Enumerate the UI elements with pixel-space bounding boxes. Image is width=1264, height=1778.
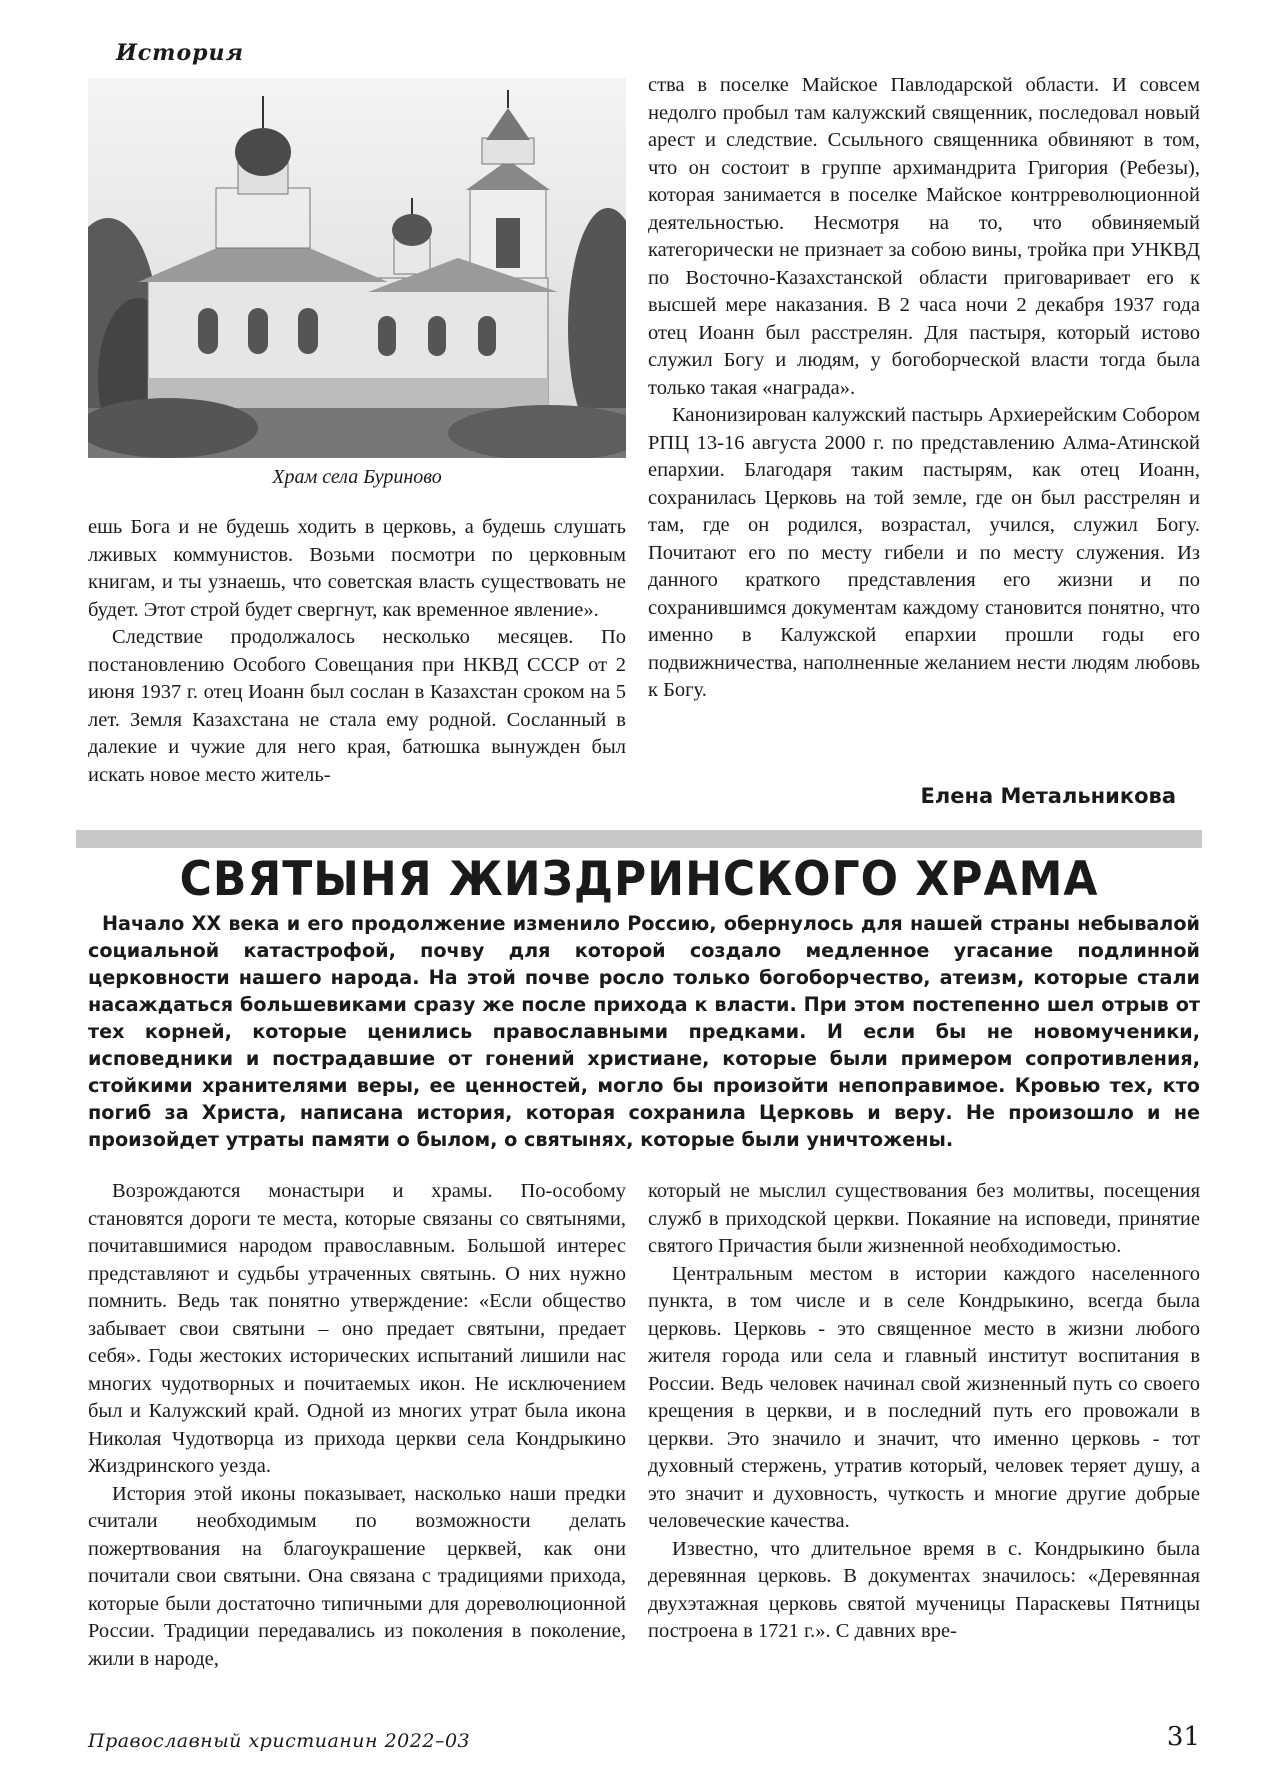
paragraph: История этой иконы показывает, насколько наши предки считали необходимым по возможности делать пожертвования на благоукрашение церквей, как они почитали свои святыни. Она связана с традициями прихода, которые были достаточно типичными для дореволюционной России. Традиции передавались из поколения в поколение, жили в народе, [88, 1482, 626, 1670]
publication-title: Православный христианин 2022–03 [88, 1730, 471, 1752]
paragraph: Канонизирован калужский пастырь Архиерейским Собором РПЦ 13-16 августа 2000 г. по представлению Алма-Атинской епархии. Благодаря таким пастырям, как отец Иоанн, сохранилась Церковь на той земле, где он был расстрелян и там, где он родился, возрастал, учился, служил Богу. Почитают его по месту гибели и по месту служения. Из данного краткого представления его жизни и по сохранившимся документам каждому становится понятно, что именно в Калужской епархии прошли годы его подвижничества, наполненные желанием нести людям любовь к Богу. [648, 404, 1200, 701]
author-name: Елена Метальникова [920, 784, 1176, 808]
article-lead [88, 910, 1200, 1153]
paragraph: Известно, что длительное время в с. Кондрыкино была деревянная церковь. В документах значилось: «Деревянная двухэтажная церковь святой мученицы Параскевы Пятницы построена в 1721 г.». С давних вре- [648, 1537, 1200, 1642]
article-title: СВЯТЫНЯ ЖИЗДРИНСКОГО ХРАМА [179, 851, 1099, 908]
article1-right-column [648, 72, 1200, 705]
photo-caption: Храм села Буриново [272, 466, 442, 488]
paragraph: Следствие продолжалось несколько месяцев. По постановлению Особого Совещания при НКВД СССР от 2 июня 1937 г. отец Иоанн был сослан в Казахстан сроком на 5 лет. Земля Казахстана не стала ему родной. Сосланный в далекие и чужие для него края, батюшка вынужден был искать новое место житель- [88, 626, 626, 786]
paragraph: Центральным местом в истории каждого населенного пункта, в том числе и в селе Кондрыкино, всегда была церковь. Церковь - это священное место в жизни любого жителя города или села и главный институт воспитания в России. Ведь человек начинал свой жизненный путь со своего крещения в церкви, и в последний путь его провожали в церкви. Это значило и значит, что именно церковь - тот духовный стержень, утратив который, человек теряет душу, а это значит и духовность, чуткость и многие другие добрые человеческие качества. [648, 1262, 1200, 1532]
article2-left-column [88, 1178, 626, 1673]
lead-paragraph: Начало XX века и его продолжение изменило Россию, обернулось для нашей страны небывалой социальной катастрофой, почву для которой создало медленное угасание подлинной церковности нашего народа. На этой почве росло только богоборчество, атеизм, которые стали насаждаться большевиками сразу же после прихода к власти. При этом постепенно шел отрыв от тех корней, которые ценились православными предками. И если бы не новомученики, исповедники и пострадавшие от гонений христиане, которые были примером сопротивления, стойкими хранителями веры, ее ценностей, могло бы произойти непоправимое. Кровью тех, кто погиб за Христа, написана история, которая сохранила Церковь и веру. Не произошло и не произойдет утраты памяти о былом, о святынях, которые были уничтожены. [88, 912, 1200, 1151]
page-number: 31 [1166, 1722, 1200, 1752]
article1-left-column [88, 514, 626, 789]
section-label: История [116, 40, 245, 66]
paragraph: который не мыслил существования без молитвы, посещения служб в приходской церкви. Покаяние на исповеди, принятие святого Причастия были жизненной необходимостью. [648, 1180, 1200, 1257]
paragraph: ешь Бога и не будешь ходить в церковь, а будешь слушать лживых коммунистов. Возьми посмотри по церковным книгам, и ты узнаешь, что советская власть существовать не будет. Этот строй будет свергнут, как временное явление». [88, 516, 626, 621]
paragraph: Возрождаются монастыри и храмы. По-особому становятся дороги те места, которые связаны со святынями, почитавшимися народом православным. Большой интерес представляют и судьбы утраченных святынь. О них нужно помнить. Ведь так понятно утверждение: «Если общество забывает свои святыни – оно предает святыни, предает себя». Годы жестоких исторических испытаний лишили нас многих чудотворных и почитаемых икон. Не исключением был и Калужский край. Одной из многих утрат была икона Николая Чудотворца из прихода церкви села Кондрыкино Жиздринского уезда. [88, 1180, 626, 1477]
article2-right-column [648, 1178, 1200, 1646]
section-divider [76, 830, 1202, 848]
paragraph: ства в поселке Майское Павлодарской области. И совсем недолго пробыл там калужский священник, последовал новый арест и следствие. Ссыльного священника обвиняют в том, что он состоит в группе архимандрита Григория (Ребезы), которая занимается в поселке Майское контрреволюционной деятельностью. Несмотря на то, что обвиняемый категорически не признает за собою вины, тройка при УНКВД по Восточно-Казахстанской области приговаривает его к высшей мере наказания. В 2 часа ночи 2 декабря 1937 года отец Иоанн был расстрелян. Для пастыря, который истово служил Богу и людям, у богоборческой власти тогда была только такая «награда». [648, 74, 1200, 399]
church-photo [88, 78, 626, 458]
church-image [88, 78, 626, 458]
